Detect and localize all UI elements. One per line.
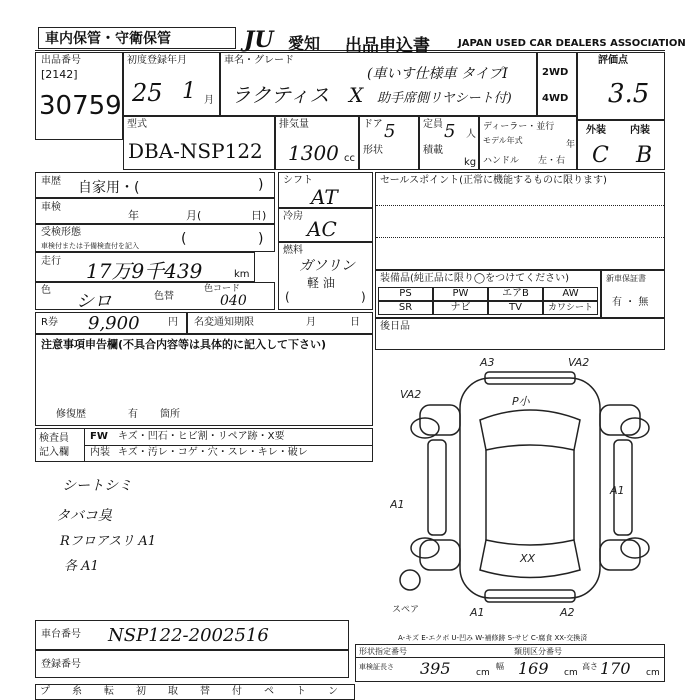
usage-box <box>35 172 275 198</box>
chassis-value: NSP122-2002516 <box>108 625 269 646</box>
diag-label-a3: A3 <box>480 356 495 369</box>
equip-ps: PS <box>378 287 433 301</box>
form-title: 出品申込書 <box>345 36 430 56</box>
grades-box <box>577 120 665 170</box>
inspector-label-2: 記入欄 <box>39 447 69 458</box>
bottom-cell: 糸 <box>72 686 82 697</box>
model-grade-note-2: 助手席側リヤシート付) <box>377 91 512 106</box>
type-value: DBA-NSP122 <box>128 139 263 163</box>
drive-4wd: 4WD <box>542 93 569 104</box>
equip-airbag: エアB <box>488 287 543 301</box>
equip-tv: TV <box>488 301 543 315</box>
model-name: ラクティス <box>231 83 330 107</box>
width-unit: cm <box>564 668 578 678</box>
transfer-month: 月 <box>306 317 316 328</box>
type-box <box>123 116 275 170</box>
equip-leather-seat: カワシート <box>543 301 598 315</box>
bottom-cell: 取 <box>168 686 178 697</box>
width-label: 幅 <box>496 662 504 671</box>
mileage-value: 17万9千439 <box>86 259 203 283</box>
inspection-label: 車検 <box>41 202 61 213</box>
new-car-warranty-options: 有 ・ 無 <box>612 297 649 308</box>
drive-box <box>537 52 577 116</box>
int-row-text: キズ・汚レ・コゲ・穴・スレ・キレ・破レ <box>118 447 308 458</box>
equipment-label: 装備品(純正品に限り◯をつけてください) <box>380 273 569 284</box>
repair-label: 修復歴 <box>56 409 86 420</box>
repair-have: 有 <box>128 409 138 420</box>
inspector-label-1: 検査員 <box>39 433 69 444</box>
storage-box <box>38 27 236 49</box>
bottom-cell: プ <box>40 686 50 697</box>
height-value: 170 <box>600 659 631 678</box>
ac-value: AC <box>307 217 337 241</box>
color-code-label: 色コード <box>204 284 241 294</box>
ext-grade: C <box>592 143 609 168</box>
transfer-day: 日 <box>350 317 360 328</box>
displacement-box <box>275 116 359 170</box>
reg-number-box <box>35 650 349 678</box>
later-items-box <box>375 318 665 350</box>
fuel-box <box>278 242 373 310</box>
recycle-label: R券 <box>41 317 58 328</box>
color-value: シロ <box>76 291 112 312</box>
inspection-month: 月( <box>186 209 202 222</box>
inspection-type-box <box>35 224 275 252</box>
displacement-unit: cc <box>344 153 355 164</box>
mileage-label: 走行 <box>41 256 61 267</box>
handnote-1: シートシミ <box>62 478 132 494</box>
equip-pw: PW <box>433 287 488 301</box>
model-grade-note-1: (車いす仕様車 タイプI <box>367 66 508 82</box>
lot-number: 30759 <box>39 91 122 121</box>
doors-label: ドア <box>363 119 383 130</box>
model-label: 車名・グレード <box>224 55 294 66</box>
recycle-unit: 円 <box>168 317 178 328</box>
diag-label-spare: スペア <box>392 605 420 615</box>
handnote-2: タバコ臭 <box>56 508 112 524</box>
int-row-label: 内装 <box>90 447 110 458</box>
inspection-type-paren: ( <box>181 231 187 247</box>
displacement-label: 排気量 <box>279 119 309 130</box>
shape-label: 形状 <box>363 145 383 156</box>
lot-sub: [2142] <box>41 68 78 81</box>
load-unit: kg <box>464 157 477 168</box>
chassis-label: 車台番号 <box>41 629 81 640</box>
new-car-warranty-label: 新車保証書 <box>606 274 646 283</box>
shift-value: AT <box>311 185 338 209</box>
diag-label-a1-right: A1 <box>610 484 625 497</box>
bottom-row <box>35 684 355 700</box>
lot-label: 出品番号 <box>41 55 81 66</box>
color-change-label: 色替 <box>154 291 174 302</box>
diag-label-xx: XX <box>520 552 536 565</box>
equip-navi: ナビ <box>433 301 488 315</box>
recycle-box <box>35 312 187 334</box>
transfer-label: 名変通知期限 <box>194 317 254 328</box>
color-box <box>35 282 275 310</box>
diag-label-a1-bottom: A1 <box>470 606 485 619</box>
bottom-cell: 転 <box>104 686 114 697</box>
model-year-unit: 年 <box>566 140 576 150</box>
fw-text: キズ・凹石・ヒビ割・リペア跡・X要 <box>118 431 285 442</box>
ac-box <box>278 208 373 242</box>
dimensions-box <box>355 644 665 682</box>
fuel-close: ) <box>361 290 366 304</box>
bottom-cell: ン <box>328 686 338 697</box>
usage-value: 自家用・( <box>78 180 140 196</box>
diag-label-a1-left: A1 <box>390 498 405 511</box>
diag-label-p-small: P小 <box>512 395 530 408</box>
fuel-label: 燃料 <box>283 245 303 256</box>
equipment-box <box>375 270 601 318</box>
int-grade: B <box>636 143 653 168</box>
diag-label-va2-left: VA2 <box>400 388 422 401</box>
displacement-value: 1300 <box>288 141 339 165</box>
first-reg-box <box>123 52 220 116</box>
bottom-cell: ペ <box>264 686 274 697</box>
reg-number-label: 登録番号 <box>41 659 81 670</box>
length-label: 車検証長さ <box>359 663 394 671</box>
int-label: 内装 <box>630 125 650 136</box>
load-label: 積載 <box>423 145 443 156</box>
color-code: 040 <box>220 293 247 309</box>
equip-aw: AW <box>543 287 598 301</box>
score-value: 3.5 <box>608 79 650 109</box>
model-year-label: モデル年式 <box>483 136 523 145</box>
score-box <box>577 52 665 120</box>
sales-point-label: セールスポイント(正常に機能するものに限ります) <box>380 175 607 186</box>
transfer-box <box>187 312 373 334</box>
repair-place: 箇所 <box>160 409 180 420</box>
mileage-box <box>35 252 255 282</box>
dims-label-1: 形状指定番号 <box>359 647 407 656</box>
usage-close: ) <box>258 177 264 193</box>
recycle-value: 9,900 <box>88 313 140 334</box>
bottom-cell: 替 <box>200 686 210 697</box>
org-name: 愛知 <box>288 34 321 53</box>
first-reg-label: 初度登録年月 <box>127 55 187 66</box>
handle-options: 左・右 <box>538 156 566 166</box>
diag-label-va2-top: VA2 <box>568 356 590 369</box>
first-reg-month: 1 <box>182 79 196 104</box>
shift-label: シフト <box>283 175 313 186</box>
diag-label-a2-bottom: A2 <box>560 606 575 619</box>
length-value: 395 <box>420 659 451 678</box>
dims-label-2: 類別区分番号 <box>514 647 562 656</box>
drive-2wd: 2WD <box>542 67 569 78</box>
model-box <box>220 52 537 116</box>
inspection-box <box>35 198 275 224</box>
vehicle-damage-diagram <box>390 350 670 620</box>
first-reg-year: 25 <box>132 79 163 107</box>
doors-value: 5 <box>384 121 396 142</box>
model-grade-letter: X <box>349 83 364 107</box>
bottom-cell: 初 <box>136 686 146 697</box>
notes-label: 注意事項申告欄(不具合内容等は具体的に記入して下さい) <box>41 338 327 351</box>
ac-label: 冷房 <box>283 211 303 222</box>
shift-box <box>278 172 373 208</box>
fuel-gas: ガソリン <box>299 258 355 274</box>
lot-box <box>35 52 123 140</box>
first-reg-month-unit: 月 <box>204 95 214 106</box>
equip-sr: SR <box>378 301 433 315</box>
height-unit: cm <box>646 668 660 678</box>
capacity-box <box>419 116 479 170</box>
fuel-paren: ( <box>285 290 290 304</box>
notes-box <box>35 334 373 426</box>
fw-label: FW <box>90 431 108 442</box>
dealer-box <box>479 116 577 170</box>
width-value: 169 <box>518 659 549 678</box>
length-unit: cm <box>476 668 490 678</box>
color-label: 色 <box>41 285 51 296</box>
handnote-4: 各 A1 <box>64 559 99 574</box>
capacity-unit: 人 <box>466 129 476 140</box>
handnote-3: Rフロアスリ A1 <box>60 534 157 549</box>
storage-label: 車内保管・守衛保管 <box>45 31 171 47</box>
ext-label: 外装 <box>586 125 606 136</box>
height-label: 高さ <box>582 662 598 671</box>
score-label: 評価点 <box>598 55 628 66</box>
capacity-label: 定員 <box>423 119 443 130</box>
usage-label: 車歴 <box>41 176 61 187</box>
inspection-type-close: ) <box>258 231 264 247</box>
bottom-cell: ト <box>296 686 306 697</box>
inspection-type-label: 受検形態 <box>41 227 81 238</box>
type-label: 型式 <box>127 119 147 130</box>
damage-legend: A-キズ E-エクボ U-凹み W-補修跡 S-サビ C-腐食 XX-交換済 <box>398 634 588 642</box>
bottom-cell: 付 <box>232 686 242 697</box>
later-items-label: 後日品 <box>380 321 410 332</box>
new-car-warranty-box <box>601 270 665 318</box>
dealer-label: ディーラー・並行 <box>483 122 555 132</box>
inspector-box <box>35 428 373 462</box>
handle-label: ハンドル <box>483 156 520 166</box>
association-name: JAPAN USED CAR DEALERS ASSOCIATION <box>458 38 686 49</box>
inspection-day: 日) <box>251 209 267 222</box>
doors-box <box>359 116 419 170</box>
sales-point-box <box>375 172 665 270</box>
fuel-diesel: 軽 油 <box>307 276 335 290</box>
chassis-box <box>35 620 349 650</box>
mileage-unit: km <box>234 269 250 280</box>
ju-logo: JU <box>244 27 274 53</box>
inspection-year: 年 <box>128 209 139 222</box>
capacity-value: 5 <box>444 121 456 142</box>
inspection-type-note: 車検付または予備検査付を記入 <box>41 242 139 250</box>
